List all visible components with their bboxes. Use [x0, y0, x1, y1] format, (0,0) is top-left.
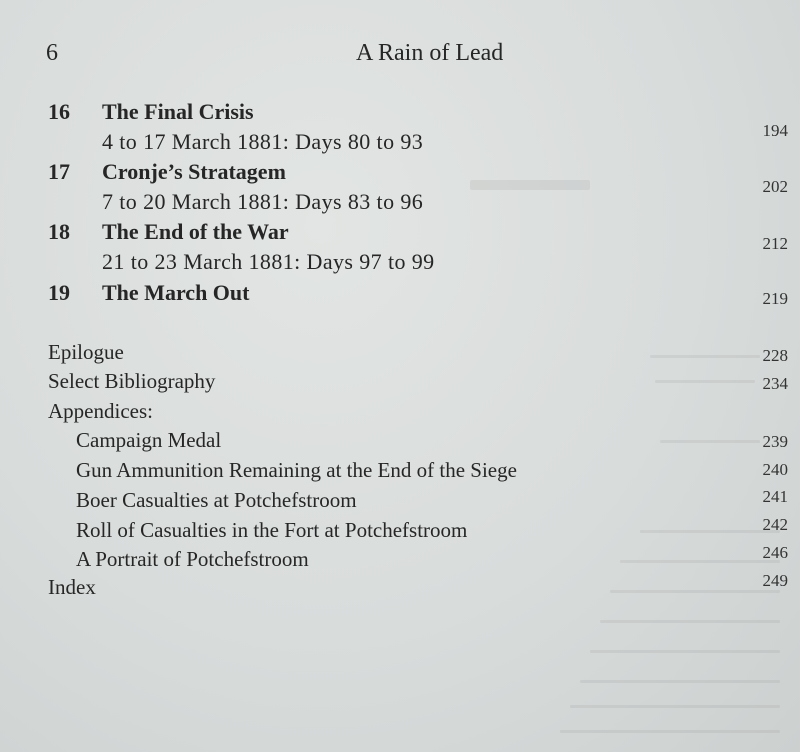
- appendices-heading: Appendices:: [48, 399, 153, 423]
- appendix-title: A Portrait of Potchefstroom: [76, 547, 309, 571]
- chapter-title: The Final Crisis: [102, 99, 254, 124]
- running-title: A Rain of Lead: [356, 40, 504, 66]
- index-page: 249: [762, 571, 788, 590]
- chapter-number: 19: [48, 280, 70, 305]
- appendix-page: 241: [762, 487, 788, 506]
- chapter-number: 16: [48, 99, 70, 124]
- index-title: Index: [48, 575, 96, 599]
- chapter-title: Cronje’s Stratagem: [102, 159, 286, 184]
- chapter-page: 212: [762, 234, 788, 253]
- appendix-page: 246: [762, 543, 788, 562]
- chapter-page: 202: [762, 177, 788, 196]
- appendix-title: Gun Ammunition Remaining at the End of the Siege: [76, 458, 517, 482]
- chapter-page: 219: [762, 289, 788, 308]
- chapter-dates: 21 to 23 March 1881: Days 97 to 99: [102, 249, 435, 274]
- chapter-page: 194: [762, 121, 788, 140]
- appendix-title: Roll of Casualties in the Fort at Potchefstroom: [76, 518, 468, 542]
- epilogue-page: 228: [762, 346, 788, 365]
- chapter-dates: 4 to 17 March 1881: Days 80 to 93: [102, 129, 424, 154]
- appendix-title: Boer Casualties at Potchefstroom: [76, 488, 357, 512]
- appendix-title: Campaign Medal: [76, 428, 222, 452]
- bibliography-title: Select Bibliography: [48, 369, 216, 393]
- appendix-page: 239: [762, 432, 788, 451]
- epilogue-title: Epilogue: [48, 340, 124, 364]
- bibliography-page: 234: [762, 374, 788, 393]
- chapter-number: 17: [48, 159, 70, 184]
- appendix-page: 242: [762, 515, 788, 534]
- page-number: 6: [46, 40, 58, 66]
- chapter-dates: 7 to 20 March 1881: Days 83 to 96: [102, 189, 424, 214]
- chapter-title: The End of the War: [102, 219, 289, 244]
- appendix-page: 240: [762, 460, 788, 479]
- chapter-title: The March Out: [102, 280, 250, 305]
- chapter-number: 18: [48, 219, 70, 244]
